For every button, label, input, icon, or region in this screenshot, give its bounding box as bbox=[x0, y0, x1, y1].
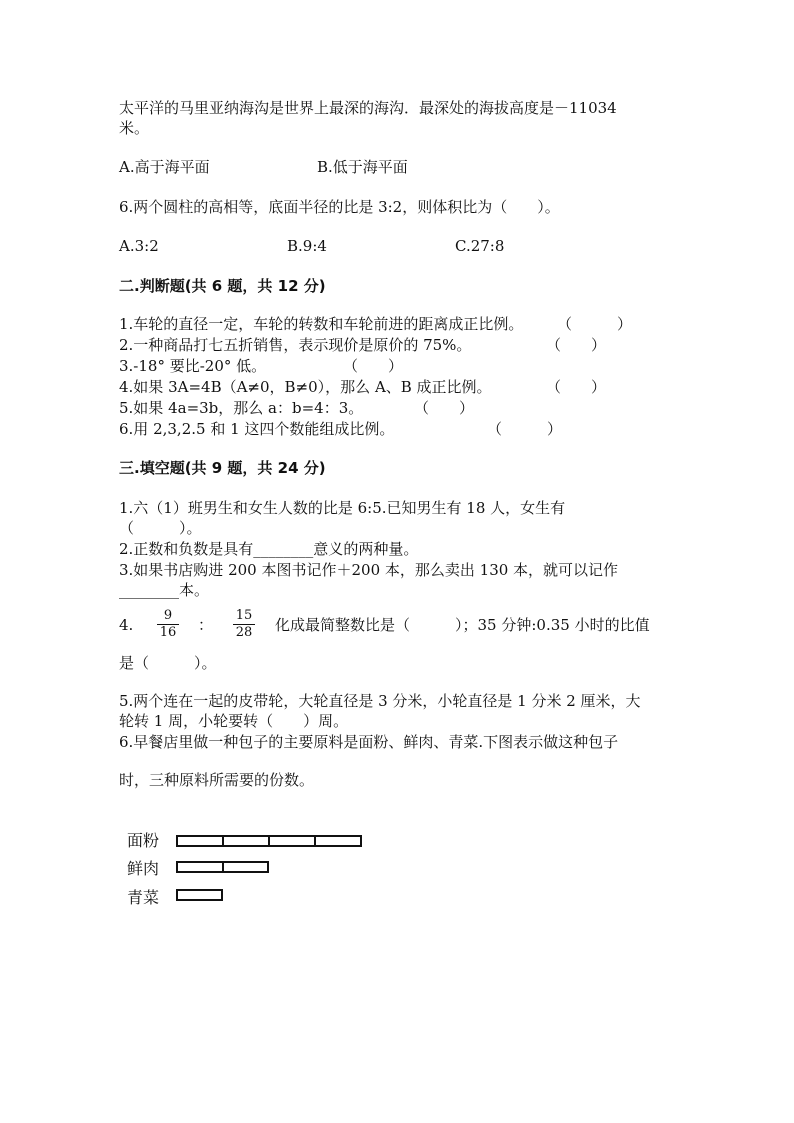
chart-bar-vegetable bbox=[176, 889, 223, 901]
chart-label-vegetable: 青菜 bbox=[127, 888, 160, 907]
chart-bar-segment bbox=[178, 837, 224, 845]
q5-text-line2: 米。 bbox=[119, 119, 150, 137]
chart-bar-segment bbox=[270, 837, 316, 845]
fill-q4-text: 化成最简整数比是（ ）；35 分钟:0.35 小时的比值 bbox=[275, 616, 650, 634]
fraction-1-numerator: 9 bbox=[157, 609, 179, 625]
fraction-1-denominator: 16 bbox=[159, 625, 177, 640]
judge-item-1: 1.车轮的直径一定，车轮的转数和车轮前进的距离成正比例。 bbox=[119, 315, 524, 333]
q6-option-c: C.27:8 bbox=[455, 237, 505, 255]
fill-q6-line2: 时，三种原料所需要的份数。 bbox=[119, 771, 315, 789]
section2-heading: 二.判断题(共 6 题，共 12 分) bbox=[119, 277, 326, 295]
judge-item-3-paren: （ ） bbox=[343, 357, 404, 375]
fill-q4-number: 4. bbox=[119, 616, 134, 634]
section3-heading: 三.填空题(共 9 题，共 24 分) bbox=[119, 459, 326, 477]
fraction-2-numerator: 15 bbox=[233, 609, 255, 625]
fill-q1-line1: 1.六（1）班男生和女生人数的比是 6:5.已知男生有 18 人，女生有 bbox=[119, 499, 566, 517]
judge-item-1-paren: （ ） bbox=[557, 315, 633, 333]
chart-bar-segment bbox=[316, 837, 360, 845]
q6-option-a: A.3:2 bbox=[119, 237, 159, 255]
q5-option-b: B.低于海平面 bbox=[317, 158, 408, 176]
chart-bar-segment bbox=[178, 863, 224, 871]
chart-bar-flour bbox=[176, 835, 362, 847]
fraction-2-denominator: 28 bbox=[235, 625, 253, 640]
fill-q4-fraction-1 bbox=[157, 609, 179, 640]
fill-q4-colon: ： bbox=[198, 616, 214, 634]
judge-item-5-paren: （ ） bbox=[414, 399, 475, 417]
fill-q2: 2.正数和负数是具有________意义的两种量。 bbox=[119, 540, 419, 558]
q5-option-a: A.高于海平面 bbox=[119, 158, 210, 176]
q5-text-line1: 太平洋的马里亚纳海沟是世界上最深的海沟．最深处的海拔高度是－11034 bbox=[119, 99, 617, 117]
judge-item-2: 2.一种商品打七五折销售，表示现价是原价的 75%。 bbox=[119, 336, 472, 354]
judge-item-4-paren: （ ） bbox=[546, 378, 607, 396]
judge-item-6-paren: （ ） bbox=[487, 420, 563, 438]
chart-label-flour: 面粉 bbox=[127, 831, 160, 850]
fill-q1-line2: （ ）。 bbox=[119, 519, 202, 537]
judge-item-6: 6.用 2,3,2.5 和 1 这四个数能组成比例。 bbox=[119, 420, 395, 438]
fill-q5-line2: 轮转 1 周，小轮要转（ ）周。 bbox=[119, 712, 349, 730]
judge-item-5: 5.如果 4a=3b，那么 a：b=4：3。 bbox=[119, 399, 364, 417]
fill-q3-line1: 3.如果书店购进 200 本图书记作＋200 本，那么卖出 130 本，就可以记作 bbox=[119, 561, 619, 579]
chart-label-meat: 鲜肉 bbox=[127, 859, 160, 878]
chart-bar-segment bbox=[224, 837, 270, 845]
judge-item-4: 4.如果 3A=4B（A≠0，B≠0），那么 A、B 成正比例。 bbox=[119, 378, 492, 396]
fill-q4-fraction-2 bbox=[233, 609, 255, 640]
chart-bar-segment bbox=[178, 891, 221, 899]
judge-item-2-paren: （ ） bbox=[546, 336, 607, 354]
q6-text: 6.两个圆柱的高相等，底面半径的比是 3:2，则体积比为（ ）。 bbox=[119, 198, 560, 216]
judge-item-3: 3.-18° 要比-20° 低。 bbox=[119, 357, 267, 375]
q6-option-b: B.9:4 bbox=[287, 237, 327, 255]
fill-q6-line1: 6.早餐店里做一种包子的主要原料是面粉、鲜肉、青菜.下图表示做这种包子 bbox=[119, 733, 619, 751]
fill-q5-line1: 5.两个连在一起的皮带轮，大轮直径是 3 分米，小轮直径是 1 分米 2 厘米，大 bbox=[119, 692, 641, 710]
fill-q4-line2: 是（ ）。 bbox=[119, 654, 217, 672]
fill-q3-line2: ________本。 bbox=[119, 581, 210, 599]
chart-bar-segment bbox=[224, 863, 268, 871]
chart-bar-meat bbox=[176, 861, 269, 873]
